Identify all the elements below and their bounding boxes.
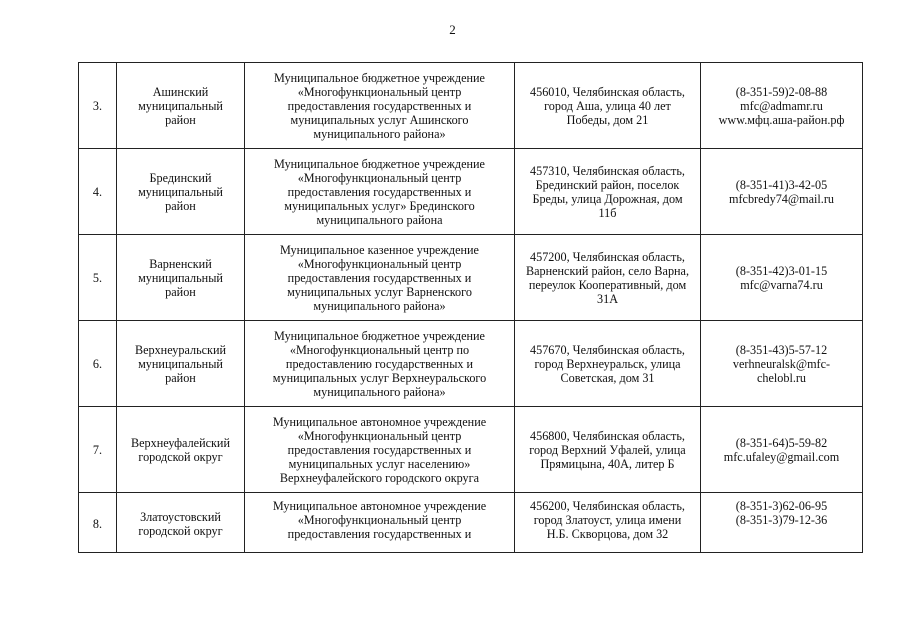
organization-cell: Муниципальное автономное учреждение «Многофункциональный центр предоставления государственных и муниципальных услуг населению» Верхнеуфалейского городского округа [245, 407, 515, 493]
contacts-cell [701, 493, 863, 553]
municipality-cell: Варненский муниципальный район [117, 235, 245, 321]
contact-line: verhneuralsk@mfc- [732, 356, 831, 371]
organization-cell: Муниципальное автономное учреждение «Многофункциональный центр предоставления государственных и [245, 493, 515, 553]
contacts-cell [701, 407, 863, 493]
contacts-cell [701, 235, 863, 321]
address-cell: 456200, Челябинская область, город Златоуст, улица имени Н.Б. Скворцова, дом 32 [515, 493, 701, 553]
address-cell: 456800, Челябинская область, город Верхний Уфалей, улица Прямицына, 40А, литер Б [515, 407, 701, 493]
address-cell: 457670, Челябинская область, город Верхнеуральск, улица Советская, дом 31 [515, 321, 701, 407]
page-number: 2 [449, 22, 456, 37]
contact-line: (8-351-64)5-59-82 [735, 435, 828, 450]
contact-line: mfc.ufaley@gmail.com [723, 449, 840, 464]
contact-line: mfcbredy74@mail.ru [729, 191, 834, 206]
row-number-cell: 6. [79, 321, 117, 407]
municipality-cell: Верхнеуральский муниципальный район [117, 321, 245, 407]
address-cell: 457200, Челябинская область, Варненский район, село Варна, переулок Кооперативный, дом 31А [515, 235, 701, 321]
contact-line: mfc@varna74.ru [740, 277, 823, 292]
contact-line: (8-351-3)62-06-95 [735, 499, 828, 513]
table-row [79, 493, 863, 553]
row-number-cell: 5. [79, 235, 117, 321]
contact-line: mfc@admamr.ru [740, 98, 823, 113]
row-number-cell: 4. [79, 149, 117, 235]
contact-line: www.мфц.аша-район.рф [718, 112, 845, 127]
contact-line: (8-351-59)2-08-88 [735, 84, 828, 99]
organization-cell: Муниципальное бюджетное учреждение «Многофункциональный центр предоставления государственных и муниципальных услуг» Брединского муниципального района [245, 149, 515, 235]
contact-line: chelobl.ru [756, 370, 807, 385]
organization-cell: Муниципальное бюджетное учреждение «Многофункциональный центр по предоставлению государственных и муниципальных услуг Верхнеуральского муниципального района» [245, 321, 515, 407]
municipality-cell: Златоустовский городской округ [117, 493, 245, 553]
address-cell: 457310, Челябинская область, Брединский район, поселок Бреды, улица Дорожная, дом 11б [515, 149, 701, 235]
contacts-cell [701, 321, 863, 407]
contacts-cell [701, 63, 863, 149]
address-cell: 456010, Челябинская область, город Аша, улица 40 лет Победы, дом 21 [515, 63, 701, 149]
row-number-cell: 3. [79, 63, 117, 149]
contact-line: (8-351-3)79-12-36 [735, 513, 828, 527]
contact-line: (8-351-41)3-42-05 [735, 177, 828, 192]
municipality-cell: Брединский муниципальный район [117, 149, 245, 235]
organization-cell: Муниципальное казенное учреждение «Многофункциональный центр предоставления государственных и муниципальных услуг Варненского муниципального района» [245, 235, 515, 321]
table-row [79, 235, 863, 321]
table-row [79, 321, 863, 407]
contact-line: (8-351-42)3-01-15 [735, 263, 828, 278]
table-row [79, 63, 863, 149]
table-row [79, 149, 863, 235]
mfc-registry-table [78, 62, 863, 553]
row-number-cell: 7. [79, 407, 117, 493]
row-number-cell: 8. [79, 493, 117, 553]
organization-cell: Муниципальное бюджетное учреждение «Многофункциональный центр предоставления государственных и муниципальных услуг Ашинского муниципального района» [245, 63, 515, 149]
municipality-cell: Верхнеуфалейский городской округ [117, 407, 245, 493]
table-row [79, 407, 863, 493]
contacts-cell [701, 149, 863, 235]
municipality-cell: Ашинский муниципальный район [117, 63, 245, 149]
contact-line: (8-351-43)5-57-12 [735, 342, 828, 357]
